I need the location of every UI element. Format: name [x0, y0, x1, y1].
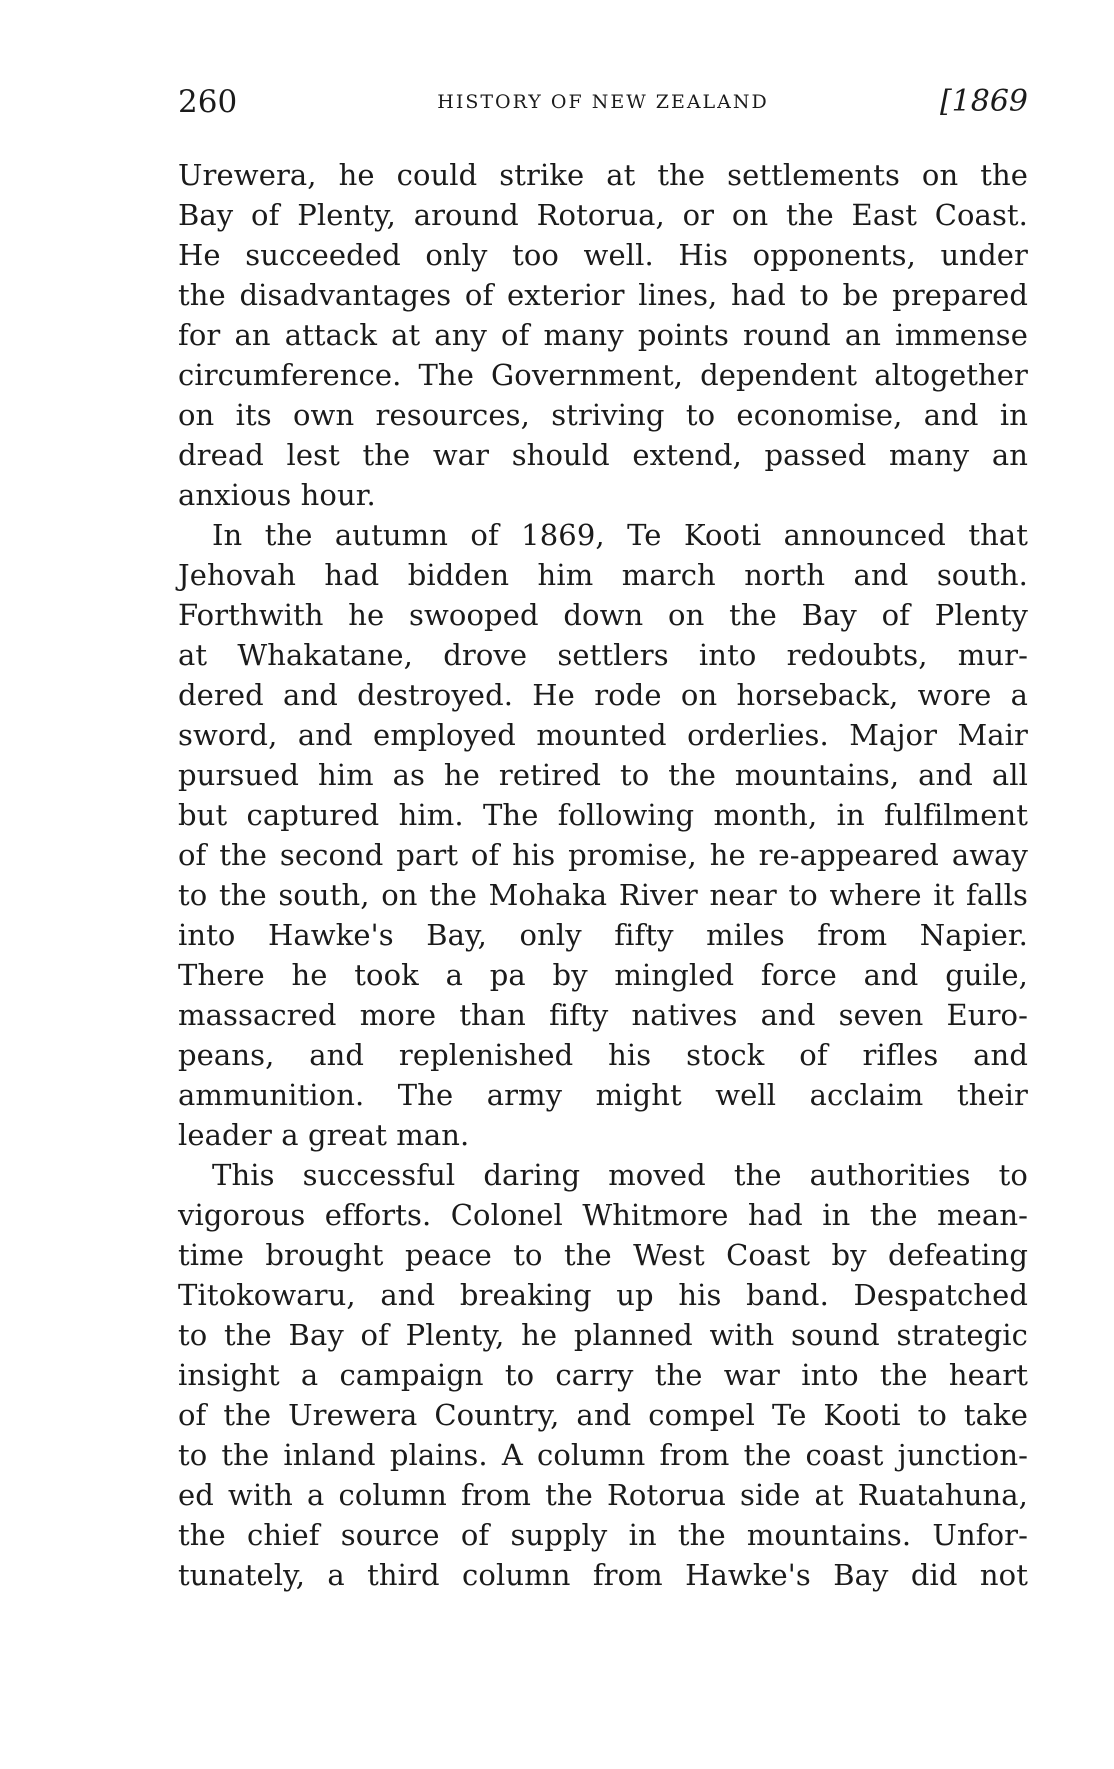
text-line: Jehovah had bidden him march north and south. [178, 558, 1028, 592]
text-line: the disadvantages of exterior lines, had to be prepared [178, 278, 1028, 312]
text-line: peans, and replenished his stock of rifles and [178, 1038, 1028, 1072]
running-title: HISTORY OF NEW ZEALAND [437, 91, 769, 113]
text-line: In the autumn of 1869, Te Kooti announced that [212, 518, 1028, 552]
text-line: sword, and employed mounted orderlies. Major Mair [178, 718, 1028, 752]
text-line: ed with a column from the Rotorua side at Ruatahuna, [178, 1478, 1028, 1512]
text-line: of the Urewera Country, and compel Te Kooti to take [178, 1398, 1028, 1432]
text-line: tunately, a third column from Hawke's Bay did not [178, 1558, 1028, 1592]
page-header [178, 82, 1028, 122]
text-line: He succeeded only too well. His opponents, under [178, 238, 1028, 272]
text-line: for an attack at any of many points round an immense [178, 318, 1028, 352]
text-line: pursued him as he retired to the mountains, and all [178, 758, 1028, 792]
text-line: time brought peace to the West Coast by defeating [178, 1238, 1028, 1272]
year-marker: [1869 [939, 84, 1028, 119]
text-line: but captured him. The following month, in fulfilment [178, 798, 1028, 832]
text-line: to the south, on the Mohaka River near to where it falls [178, 878, 1028, 912]
text-line: Bay of Plenty, around Rotorua, or on the East Coast. [178, 198, 1028, 232]
text-line: dread lest the war should extend, passed many an [178, 438, 1028, 472]
text-line: ammunition. The army might well acclaim their [178, 1078, 1028, 1112]
text-line: Forthwith he swooped down on the Bay of Plenty [178, 598, 1028, 632]
paragraph-2 [178, 515, 1028, 1155]
text-line: There he took a pa by mingled force and guile, [178, 958, 1028, 992]
text-line: to the inland plains. A column from the coast junction- [178, 1438, 1028, 1472]
text-line: to the Bay of Plenty, he planned with sound strategic [178, 1318, 1028, 1352]
text-line: the chief source of supply in the mountains. Unfor- [178, 1518, 1028, 1552]
page-number: 260 [178, 84, 238, 120]
text-line: anxious hour. [178, 478, 376, 512]
text-line: Urewera, he could strike at the settlements on the [178, 158, 1028, 192]
text-line: leader a great man. [178, 1118, 470, 1152]
text-line: This successful daring moved the authorities to [212, 1158, 1028, 1192]
text-body [178, 155, 1028, 1595]
paragraph-1 [178, 155, 1028, 515]
text-line: into Hawke's Bay, only fifty miles from Napier. [178, 918, 1028, 952]
text-line: Titokowaru, and breaking up his band. Despatched [178, 1278, 1028, 1312]
text-line: massacred more than fifty natives and seven Euro- [178, 998, 1028, 1032]
text-line: at Whakatane, drove settlers into redoubts, mur- [178, 638, 1028, 672]
text-line: of the second part of his promise, he re-appeared away [178, 838, 1028, 872]
text-line: circumference. The Government, dependent altogether [178, 358, 1028, 392]
paragraph-3 [178, 1155, 1028, 1595]
text-line: insight a campaign to carry the war into the heart [178, 1358, 1028, 1392]
text-line: vigorous efforts. Colonel Whitmore had in the mean- [178, 1198, 1028, 1232]
text-line: on its own resources, striving to economise, and in [178, 398, 1028, 432]
text-line: dered and destroyed. He rode on horseback, wore a [178, 678, 1028, 712]
